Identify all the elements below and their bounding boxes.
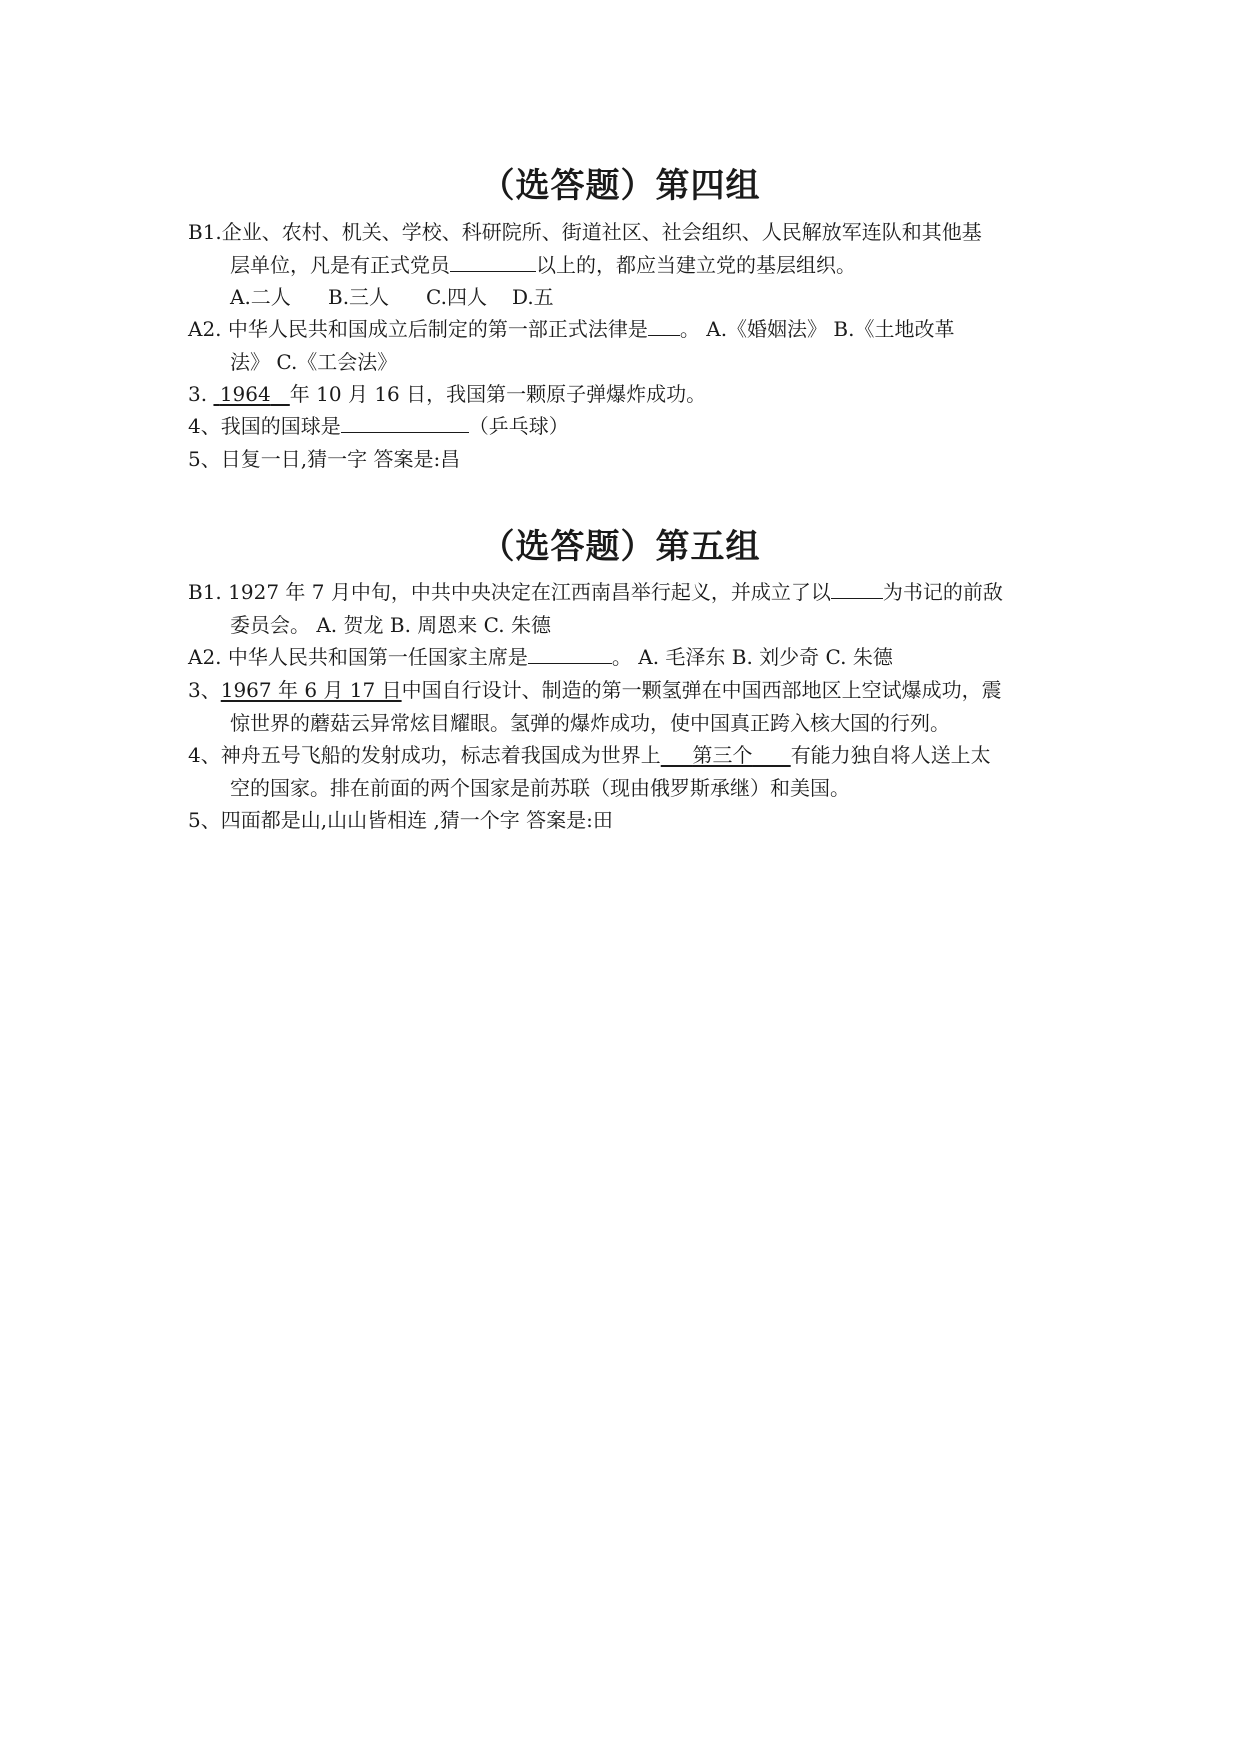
question-number: 4、 [188,743,221,767]
question-text: 1927 年 7 月中旬，中共中央决定在江西南昌举行起义，并成立了以 [228,580,831,604]
question-text: 年 10 月 16 日，我国第一颗原子弹爆炸成功。 [289,382,707,406]
group5-question-1 [188,576,1068,641]
question-text: 四面都是山,山山皆相连 ,猜一个字 答案是:田 [220,808,613,832]
group4-question-3 [188,378,1068,411]
question-text: 法》 C.《工会法》 [230,349,398,374]
question-text: 以上的，都应当建立党的基层组织。 [536,252,856,277]
group5-question-2 [188,641,1068,674]
question-text: 企业、农村、机关、学校、科研院所、街道社区、社会组织、人民解放军连队和其他基 [221,220,982,244]
question-text: 神舟五号飞船的发射成功，标志着我国成为世界上 [220,743,661,767]
question-text: 层单位，凡是有正式党员 [230,252,450,277]
answer-blank [528,643,612,664]
question-text: 日复一日,猜一字 答案是:昌 [220,447,461,471]
question-text: 空的国家。排在前面的两个国家是前苏联（现由俄罗斯承继）和美国。 [230,775,850,800]
option-b: B.三人 [328,285,390,309]
group5-question-4 [188,739,1068,804]
question-text: 惊世界的蘑菇云异常炫目耀眼。氢弹的爆炸成功，使中国真正跨入核大国的行列。 [230,710,950,735]
question-number: B1. [188,580,222,604]
question-number: 5、 [188,447,221,471]
question-text: 。 A.《婚姻法》 B.《土地改革 [679,317,955,341]
group4-question-5 [188,443,1068,476]
question-text: 中国自行设计、制造的第一颗氢弹在中国西部地区上空试爆成功，震 [401,678,1002,702]
group5-question-5 [188,804,1068,837]
question-number: 5、 [188,808,221,832]
group4-question-1 [188,216,1068,314]
option-a: A.二人 [230,285,291,309]
option-c: C.四人 [426,285,487,309]
question-number: 4、 [188,414,221,438]
filled-answer-text: 第三个 [692,743,753,767]
filled-answer: 1967 年 6 月 17 日 [220,678,402,702]
question-number: B1. [188,220,222,244]
answer-blank [450,251,536,272]
group4-question-4 [188,410,1068,443]
group4-title: （选答题）第四组 [480,166,761,206]
question-text: 有能力独自将人送上太 [790,743,991,767]
filled-answer [661,743,791,767]
question-number: 3. [188,382,208,406]
question-number: 3、 [188,678,221,702]
answer-blank [648,315,680,336]
option-d: D.五 [512,285,554,309]
group5-question-3 [188,674,1068,739]
question-text: 我国的国球是 [220,414,341,438]
question-text: 委员会。 A. 贺龙 B. 周恩来 C. 朱德 [230,612,551,637]
answer-text: （乒乓球） [468,414,569,438]
question-text: 。 A. 毛泽东 B. 刘少奇 C. 朱德 [611,645,893,669]
answer-blank [831,578,883,599]
filled-answer [213,382,289,406]
question-text: 为书记的前敌 [882,580,1003,604]
question-number: A2. [188,317,222,341]
group5-title: （选答题）第五组 [480,527,761,567]
filled-answer-text: 1964 [219,382,271,406]
group4-question-2 [188,313,1068,378]
question-number: A2. [188,645,222,669]
question-text: 中华人民共和国第一任国家主席是 [227,645,528,669]
question-text: 中华人民共和国成立后制定的第一部正式法律是 [227,317,648,341]
answer-blank [341,412,469,433]
